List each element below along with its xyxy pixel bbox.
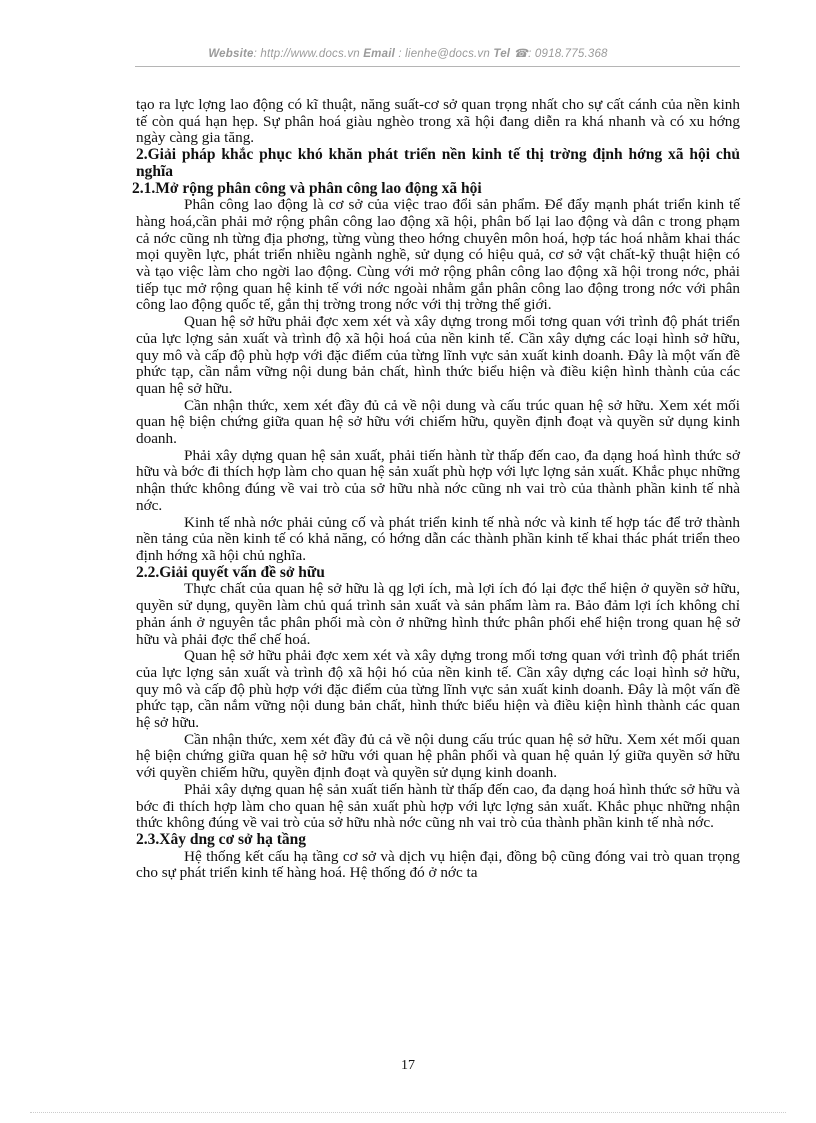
paragraph: Phải xây dựng quan hệ sản xuất, phải tiến hành từ thấp đến cao, đa dạng hoá hình thức sở hữu và bớc đi thích hợp làm cho quan hệ sản xuất phù hợp với lực lợng sản xuất. Khắc phục những nhận thức không đúng về vai trò của sở hữu nhà nớc cũng nh vai trò của thành phần kinh tế nhà nớc.: [136, 446, 740, 514]
website-label: Website: [208, 48, 254, 60]
paragraph: Quan hệ sở hữu phải đợc xem xét và xây dựng trong mối tơng quan với trình độ phát triển của lực lợng sản xuất và trình độ xã hội hoá của nền kinh tế. Cần xây dựng các loại hình sở hữu, quy mô và cấp độ phù hợp với đặc điểm của từng lĩnh vực sản xuất kinh doanh. Đây là một vấn đề phức tạp, cần nắm vững nội dung bản chất, hình thức biểu hiện và điều kiện hình thành của các quan hệ sở hữu.: [136, 313, 740, 397]
paragraph: tạo ra lực lợng lao động có kĩ thuật, năng suất-cơ sở quan trọng nhất cho sự cất cánh của nền kinh tế còn quá hạn hẹp. Sự phân hoá giàu nghèo trong xã hội đang diễn ra khá nhanh và có xu hớng ngày càng gia tăng.: [136, 96, 740, 147]
paragraph: Hệ thống kết cấu hạ tầng cơ sở và dịch vụ hiện đại, đồng bộ cũng đóng vai trò quan trọng cho sự phát triển kinh tế hàng hoá. Hệ thống đó ở nớc ta: [136, 847, 740, 882]
paragraph: Kinh tế nhà nớc phải củng cố và phát triển kinh tế nhà nớc và kinh tế hợp tác để trở thành nền tảng của nền kinh tế có khả năng, có hớng dẫn các thành phần kinh tế khai thác phát triển theo định hớng xã hội chủ nghĩa.: [136, 513, 740, 564]
paragraph: Quan hệ sở hữu phải đợc xem xét và xây dựng trong mối tơng quan với trình độ phát triển của lực lợng sản xuất và trình độ xã hội hó của nền kinh tế. Cần xây dựng các loại hình sở hữu, quy mô và cấp độ phù hợp với đặc điểm của từng lĩnh vực sản xuất kinh doanh. Đây là một vấn đề phức tạp, cần nắm vững nội dung bản chất, hình thức biểu hiện và điều kiện hình thành các quan hệ sở hữu.: [136, 647, 740, 732]
subsection-heading: 2.1.Mở rộng phân công và phân công lao động xã hội: [132, 179, 482, 197]
page-header: [0, 46, 816, 60]
tel-label: Tel: [493, 48, 511, 60]
paragraph: Thực chất của quan hệ sở hữu là qg lợi ích, mà lợi ích đó lại đợc thể hiện ở quyền sở hữu, quyền sử dụng, quyền làm chủ quá trình sản xuất và sản phẩm làm ra. Bảo đảm lợi ích không chỉ phản ánh ở nguyên tắc phân phối mà còn ở những hình thức phân phối ehể hiện trong quan hệ sở hữu và phải đợc thể chế hoá.: [136, 580, 740, 648]
paragraph: Phải xây dựng quan hệ sản xuất tiến hành từ thấp đến cao, đa dạng hoá hình thức sở hữu và bớc đi thích hợp làm cho quan hệ sản xuất phù hợp với lực lợng sản xuất. Khắc phục những nhận thức không đúng về vai trò của sở hữu nhà nớc cũng nh vai trò của thành phần kinh tế nhà nớc.: [136, 780, 740, 832]
footer-divider: [30, 1112, 786, 1113]
email-value: : lienhe@docs.vn: [398, 48, 490, 60]
paragraph: Cần nhận thức, xem xét đầy đủ cả về nội dung cấu trúc quan hệ sở hữu. Xem xét mối quan hệ biện chứng giữa quan hệ sở hữu với quan hệ phân phối và quan hệ quản lý giữa quyền sở hữu với quyền chiếm hữu, quyền định đoạt và quyền sử dụng kinh doanh.: [136, 730, 740, 782]
website-value: : http://www.docs.vn: [253, 48, 360, 60]
subsection-heading: 2.2.Giải quyết vấn đề sở hữu: [136, 563, 325, 581]
page-number: 17: [401, 1058, 415, 1073]
email-label: Email: [363, 48, 395, 60]
document-body: [132, 96, 740, 882]
paragraph: Cần nhận thức, xem xét đầy đủ cả về nội dung và cấu trúc quan hệ sở hữu. Xem xét mối quan hệ biện chứng giữa quan hệ sở hữu với chiếm hữu, quyền định đoạt và quyền sử dụng kinh doanh.: [136, 396, 740, 448]
paragraph: Phân công lao động là cơ sở của việc trao đổi sản phẩm. Để đẩy mạnh phát triển kinh tế hàng hoá,cần phải mở rộng phân công lao động xã hội, phân bố lại lao động và dân c trong phạm cả nớc cũng nh từng địa phơng, từng vùng theo hớng chuyên môn hoá, hợp tác hoá nhằm khai thác mọi quyền lực, phát triển nhiều ngành nghề, sử dụng có hiệu quả, cơ sở vật chất-kỹ thuật hiện có và tạo việc làm cho ngời lao động. Cùng với mở rộng phân công lao động xã hội trong nớc, phải tiếp tục mở rộng quan hệ kinh tế với nớc ngoài nhằm gắn phân công lao động trong nớc với phân công lao động quốc tế, gắn thị trờng trong nớc với thị trờng thế giới.: [136, 196, 740, 314]
section-heading: 2.Giải pháp khắc phục khó khăn phát triển nền kinh tế thị trờng định hớng xã hội chủ nghĩa: [136, 146, 740, 180]
subsection-heading: 2.3.Xây dng cơ sở hạ tầng: [136, 830, 307, 848]
header-divider: [135, 66, 740, 67]
tel-value: ☎: 0918.775.368: [513, 48, 608, 60]
